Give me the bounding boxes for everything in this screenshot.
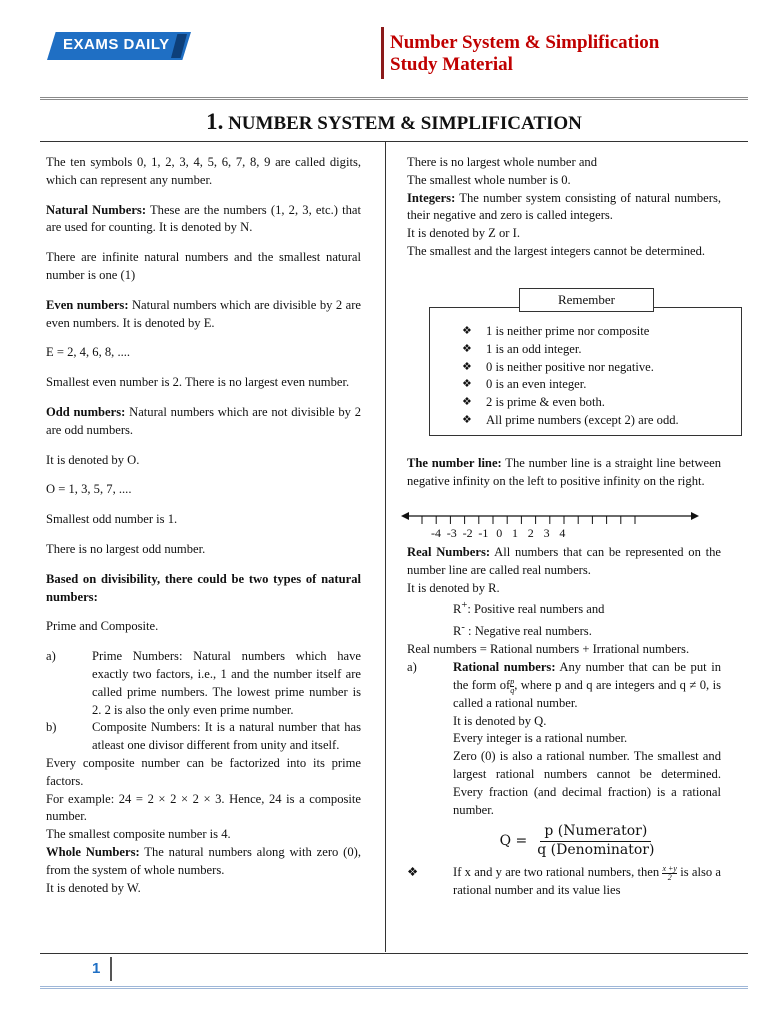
number-line-tick-label: 2 xyxy=(527,526,534,538)
formula-fraction xyxy=(533,823,658,860)
odd-largest: There is no largest odd number. xyxy=(46,541,206,556)
list-marker: b) xyxy=(46,720,57,735)
header-title-line1: Number System & Simplification xyxy=(390,32,660,53)
factor-paragraph: Every composite number can be factorized into its prime factors. xyxy=(46,755,361,788)
chapter-title xyxy=(40,109,748,135)
odd-set: O = 1, 3, 5, 7, .... xyxy=(46,482,132,497)
number-line xyxy=(400,508,700,538)
odd-numbers-paragraph xyxy=(46,404,361,440)
odd-smallest: Smallest odd number is 1. xyxy=(46,512,178,527)
remember-item-text: 0 is an even integer. xyxy=(486,377,587,392)
diamond-bullet-icon: ❖ xyxy=(462,396,472,409)
smallest-composite: The smallest composite number is 4. xyxy=(46,827,231,842)
diamond-bullet-icon: ❖ xyxy=(462,325,472,337)
rational-denoted: It is denoted by Q. xyxy=(453,713,547,728)
rational-every-integer: Every integer is a rational number. xyxy=(453,731,628,746)
integers-label: Integers: xyxy=(407,190,456,205)
number-line-ticks xyxy=(422,516,635,524)
list-item xyxy=(462,323,679,341)
divisibility-heading xyxy=(46,571,361,607)
even-numbers-paragraph xyxy=(46,297,361,333)
divisibility-text: Based on divisibility, there could be two types of natural numbers: xyxy=(46,571,361,604)
number-line-section xyxy=(407,455,721,491)
real-numbers-text: All numbers that can be represented on the number line are called real numbers. xyxy=(407,545,721,577)
number-line-label: The number line: xyxy=(407,456,502,470)
real-numbers-paragraph xyxy=(407,544,721,580)
list-item xyxy=(462,376,679,394)
footer-rule xyxy=(40,953,748,954)
even-numbers-text: Natural numbers which are divisible by 2 are even numbers. It is denoted by E. xyxy=(46,297,361,330)
number-line-tick-label: 3 xyxy=(543,526,550,538)
positive-reals-text: : Positive real numbers and xyxy=(467,602,605,617)
list-item xyxy=(462,359,679,377)
list-item xyxy=(462,394,679,412)
remember-item-text: 1 is an odd integer. xyxy=(486,341,582,356)
r-minus-sup: - xyxy=(461,622,465,634)
negative-reals xyxy=(407,619,721,641)
diamond-bullet-icon: ❖ xyxy=(462,360,472,373)
page-number: 1 xyxy=(92,960,101,977)
header-title xyxy=(390,32,750,76)
remember-item-text: All prime numbers (except 2) are odd. xyxy=(486,412,679,427)
rational-numbers-label: Rational numbers: xyxy=(453,660,556,675)
x-plus-y-over-2-fraction xyxy=(662,865,677,882)
number-line-tick-labels xyxy=(431,526,565,538)
negative-reals-text: : Negative real numbers. xyxy=(464,624,592,639)
average-paragraph xyxy=(453,864,721,900)
remember-list xyxy=(462,323,679,430)
fraction-denominator: 2 xyxy=(667,872,672,882)
even-smallest: Smallest even number is 2. There is no largest even number. xyxy=(46,375,350,390)
largest-whole: There is no largest whole number and xyxy=(407,155,598,169)
list-item xyxy=(462,341,679,359)
remember-item-text: 2 is prime & even both. xyxy=(486,395,605,410)
integers-extreme: The smallest and the largest integers cannot be determined. xyxy=(407,243,706,258)
page-number-bar xyxy=(110,957,112,981)
list-item-composite xyxy=(46,719,361,755)
positive-reals xyxy=(407,597,721,619)
number-line-tick-label: -4 xyxy=(431,526,441,538)
real-denoted: It is denoted by R. xyxy=(407,580,500,595)
diamond-bullet-icon: ❖ xyxy=(407,864,419,879)
rational-text-1: Any number that can be put in the form of xyxy=(453,660,721,692)
formula-denominator: q (Denominator) xyxy=(537,842,655,859)
integers-denoted: It is denoted by Z or I. xyxy=(407,226,520,241)
whole-denoted: It is denoted by W. xyxy=(46,880,141,895)
column-divider xyxy=(385,142,386,952)
digits-paragraph: The ten symbols 0, 1, 2, 3, 4, 5, 6, 7, 8, 9 are called digits, which can represent any number. xyxy=(46,155,361,187)
real-equation: Real numbers = Rational numbers + Irrational numbers. xyxy=(407,642,690,657)
number-line-tick-label: 4 xyxy=(559,526,566,538)
prime-composite: Prime and Composite. xyxy=(46,619,159,634)
header-title-line2: Study Material xyxy=(390,54,513,75)
whole-numbers-label: Whole Numbers: xyxy=(46,844,140,859)
number-line-paragraph xyxy=(407,455,721,491)
natural-numbers-label: Natural Numbers: xyxy=(46,202,147,217)
rational-body xyxy=(453,659,721,819)
title-rule xyxy=(40,141,748,142)
number-line-tick-label: -3 xyxy=(446,526,457,538)
chapter-number: 1. xyxy=(206,109,224,134)
composite-numbers-text: Composite Numbers: It is a natural number that has atleast one divisor different from unity and itself. xyxy=(92,720,361,753)
diamond-bullet-icon: ❖ xyxy=(462,378,472,391)
right-column-top xyxy=(407,154,721,261)
list-item xyxy=(462,412,679,430)
rational-zero: Zero (0) is also a rational number. The smallest and largest rational numbers cannot be determined. Every fraction (and decimal fraction) is a rational number. xyxy=(453,749,721,817)
average-text-2: is also a rational number and its value lies xyxy=(453,864,721,897)
number-line-tick-label: 0 xyxy=(496,526,503,538)
formula-lhs: Q = xyxy=(499,832,528,849)
integers-paragraph xyxy=(407,190,721,226)
formula-numerator: p (Numerator) xyxy=(540,823,651,842)
whole-numbers-paragraph xyxy=(46,844,361,880)
rational-formula xyxy=(437,823,721,860)
odd-numbers-label: Odd numbers: xyxy=(46,404,126,419)
number-line-tick-label: -1 xyxy=(478,526,489,538)
left-arrow-icon xyxy=(401,512,409,520)
natural-numbers-paragraph xyxy=(46,202,361,238)
r-plus-sup: + xyxy=(461,600,468,612)
smallest-whole: The smallest whole number is 0. xyxy=(407,172,571,187)
r-symbol: R xyxy=(453,624,462,639)
example-paragraph: For example: 24 = 2 × 2 × 2 × 3. Hence, 24 is a composite number. xyxy=(46,791,361,824)
r-symbol: R xyxy=(453,602,462,617)
left-column xyxy=(46,154,361,897)
average-text-1: If x and y are two rational numbers, then xyxy=(453,864,660,879)
right-column-bottom xyxy=(407,544,721,900)
real-numbers-label: Real Numbers: xyxy=(407,545,491,559)
rational-numbers-paragraph xyxy=(453,659,721,712)
list-marker: a) xyxy=(46,649,56,664)
number-line-tick-label: -2 xyxy=(462,526,473,538)
diamond-bullet-icon: ❖ xyxy=(462,413,472,426)
footer-double-rule xyxy=(40,986,748,989)
chapter-title-text: NUMBER SYSTEM & SIMPLIFICATION xyxy=(228,113,582,134)
header-divider xyxy=(381,27,384,79)
remember-item-text: 1 is neither prime nor composite xyxy=(486,324,650,338)
remember-label: Remember xyxy=(519,288,654,312)
odd-numbers-text: Natural numbers which are not divisible by 2 are odd numbers. xyxy=(46,404,361,437)
prime-numbers-text: Prime Numbers: Natural numbers which have exactly two factors, i.e., 1 and the number itself are called prime numbers. The lowest prime number is 2. 2 is also the only even prime number. xyxy=(92,649,361,717)
even-set: E = 2, 4, 6, 8, .... xyxy=(46,345,131,360)
even-numbers-label: Even numbers: xyxy=(46,297,129,312)
number-line-text: The number line is a straight line between negative infinity on the left to positive infinity on the right. xyxy=(407,456,722,488)
list-item-average xyxy=(407,864,721,900)
list-marker: a) xyxy=(407,660,417,675)
header-rule xyxy=(40,97,748,100)
fraction-numerator: x +y xyxy=(662,863,677,873)
natural-numbers-text: These are the numbers (1, 2, 3, etc.) that are used for counting. It is denoted by N. xyxy=(46,202,361,235)
exams-daily-logo[interactable] xyxy=(47,32,191,60)
infinite-natural-paragraph: There are infinite natural numbers and the smallest natural number is one (1) xyxy=(46,250,361,282)
diamond-bullet-icon: ❖ xyxy=(462,342,472,355)
integers-text: The number system consisting of natural numbers, their negative and zero is called integers. xyxy=(407,190,721,223)
list-item-prime xyxy=(46,648,361,719)
logo-text: EXAMS DAILY xyxy=(63,36,170,53)
rational-text-2: , where p and q are integers and q ≠ 0, is called a rational number. xyxy=(453,677,721,710)
right-arrow-icon xyxy=(691,512,699,520)
number-line-tick-label: 1 xyxy=(512,526,518,538)
fraction-numerator: p xyxy=(510,676,515,686)
whole-numbers-text: The natural numbers along with zero (0), from the system of whole numbers. xyxy=(46,844,362,877)
list-item-rational xyxy=(407,659,721,819)
odd-denoted: It is denoted by O. xyxy=(46,452,140,467)
fraction-denominator: q xyxy=(510,685,515,695)
remember-item-text: 0 is neither positive nor negative. xyxy=(486,359,654,374)
